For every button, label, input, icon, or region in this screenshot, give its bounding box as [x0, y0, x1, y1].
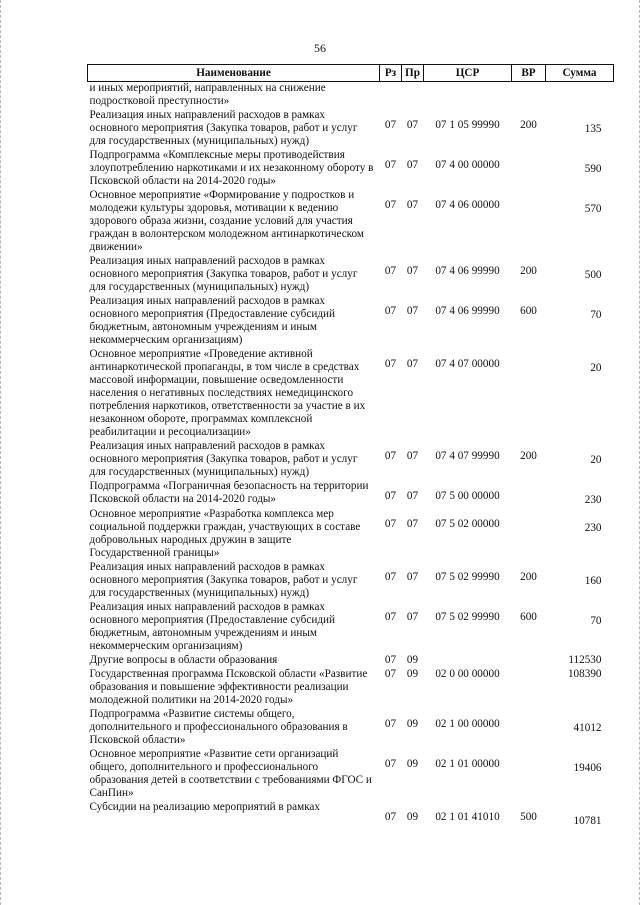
page-number: 56 — [314, 41, 326, 55]
row-vr — [512, 668, 546, 708]
table-row — [88, 708, 614, 748]
row-rz: 07 — [384, 490, 397, 502]
row-sum: 135 — [584, 123, 602, 135]
row-vr: 600 — [520, 305, 537, 317]
row-name: Основное мероприятие «Развитие сети организаций общего, дополнительного и профессионального образования детей в соответствии с требованиями ФГОС и СанПин» — [89, 748, 372, 799]
row-vr — [512, 480, 546, 508]
row-csr — [424, 82, 512, 110]
row-pr: 09 — [406, 811, 419, 823]
row-csr: 07 4 07 00000 — [435, 358, 500, 370]
table-row — [88, 189, 614, 255]
row-csr: 02 1 01 41010 — [435, 811, 500, 823]
row-sum: 230 — [584, 494, 602, 506]
row-name: Основное мероприятие «Разработка комплекса мер социальной поддержки граждан, участвующих в составе добровольных народных дружин в защите Государственной границы» — [89, 508, 361, 559]
row-vr: 500 — [520, 811, 537, 823]
row-name: Государственная программа Псковской области «Развитие образования и повышение эффективности реализации молодежной политики на 2014-2020 годы» — [89, 668, 368, 706]
row-sum — [546, 82, 614, 110]
row-sum: 160 — [584, 575, 602, 587]
row-rz: 07 — [384, 199, 397, 211]
row-name: Подпрограмма «Комплексные меры противодействия злоупотреблению наркотиками и их незаконному обороту в Псковской области на 2014-2020 годы» — [89, 149, 374, 187]
table-header-row — [88, 65, 614, 82]
row-csr: 07 4 00 00000 — [435, 159, 500, 171]
row-vr — [512, 348, 546, 440]
row-rz: 07 — [384, 450, 397, 462]
row-csr: 02 0 00 00000 — [435, 668, 500, 680]
row-pr: 07 — [406, 159, 419, 171]
table-row — [88, 668, 614, 708]
row-vr — [512, 149, 546, 189]
row-name: Основное мероприятие «Проведение активной антинаркотической пропаганды, в том числе в средствах массовой информации, повышение осведомленности населения о негативных последствиях немедицинского потребления наркотиков, ответственности за участие в их незаконном обороте, программах комплексной реабилитации и ресоциализации» — [89, 348, 366, 438]
row-csr: 07 5 02 99990 — [435, 611, 500, 623]
row-pr: 09 — [406, 668, 419, 680]
header-rz: Рз — [380, 65, 402, 82]
table-row — [88, 82, 614, 110]
row-name: Основное мероприятие «Формирование у подростков и молодежи культуры здоровья, мотивации к ведению здорового образа жизни, создание условий для участия граждан в волонтерском молодежном антинаркотическом движении» — [89, 189, 364, 253]
row-pr: 07 — [406, 490, 419, 502]
row-csr: 07 4 07 99990 — [435, 450, 500, 462]
row-vr: 200 — [520, 571, 537, 583]
row-rz — [380, 82, 402, 110]
row-vr — [512, 654, 546, 668]
table-row — [88, 654, 614, 668]
row-pr — [402, 82, 424, 110]
header-sum: Сумма — [546, 65, 614, 82]
table-row — [88, 440, 614, 480]
row-name: и иных мероприятий, направленных на снижение подростковой преступности» — [89, 82, 326, 107]
row-rz: 07 — [384, 119, 397, 131]
row-csr: 07 4 06 99990 — [435, 305, 500, 317]
row-pr: 07 — [406, 199, 419, 211]
table-row — [88, 255, 614, 295]
row-vr: 600 — [520, 611, 537, 623]
row-sum: 20 — [590, 362, 602, 374]
row-pr: 07 — [406, 358, 419, 370]
row-pr: 09 — [406, 718, 419, 730]
row-pr: 07 — [406, 305, 419, 317]
scan-right-edge — [636, 0, 640, 905]
table-row — [88, 480, 614, 508]
row-sum: 112530 — [568, 654, 602, 666]
table-row — [88, 748, 614, 801]
row-rz: 07 — [384, 159, 397, 171]
row-csr: 07 5 02 00000 — [435, 518, 500, 530]
row-csr: 07 5 02 99990 — [435, 571, 500, 583]
row-csr — [424, 654, 512, 668]
table-row — [88, 149, 614, 189]
row-vr — [512, 748, 546, 801]
table-row — [88, 561, 614, 601]
row-csr: 02 1 01 00000 — [435, 758, 500, 770]
row-sum: 590 — [584, 163, 602, 175]
row-sum: 70 — [590, 309, 602, 321]
row-pr: 07 — [406, 265, 419, 277]
row-csr: 07 1 05 99990 — [435, 119, 500, 131]
row-name: Реализация иных направлений расходов в рамках основного мероприятия (Предоставление субсидий бюджетным, автономным учреждениям и иным некоммерческим организациям) — [89, 601, 335, 652]
row-name: Реализация иных направлений расходов в рамках основного мероприятия (Закупка товаров, работ и услуг для государственных (муниципальных) нужд) — [89, 561, 358, 599]
header-name: Наименование — [88, 65, 380, 82]
header-csr: ЦСР — [424, 65, 512, 82]
row-rz: 07 — [384, 518, 397, 530]
row-rz: 07 — [384, 668, 397, 680]
row-csr: 02 1 00 00000 — [435, 718, 500, 730]
row-vr — [512, 189, 546, 255]
header-pr: Пр — [402, 65, 424, 82]
row-sum: 19406 — [573, 762, 602, 774]
row-rz: 07 — [384, 718, 397, 730]
row-sum: 570 — [584, 203, 602, 215]
row-sum: 70 — [590, 615, 602, 627]
row-pr: 07 — [406, 119, 419, 131]
row-sum: 10781 — [573, 815, 602, 827]
row-name: Другие вопросы в области образования — [89, 654, 278, 666]
budget-table — [87, 64, 614, 829]
row-name: Субсидии на реализацию мероприятий в рамках — [89, 801, 320, 813]
row-pr: 07 — [406, 571, 419, 583]
table-row — [88, 109, 614, 149]
row-name: Подпрограмма «Развитие системы общего, дополнительного и профессионального образования в Псковской области» — [89, 708, 348, 746]
row-rz: 07 — [384, 265, 397, 277]
header-vr: ВР — [512, 65, 546, 82]
row-sum: 41012 — [573, 722, 602, 734]
row-pr: 09 — [406, 758, 419, 770]
row-rz: 07 — [384, 358, 397, 370]
row-vr — [512, 508, 546, 561]
row-rz: 07 — [384, 305, 397, 317]
table-row — [88, 295, 614, 348]
row-pr: 07 — [406, 611, 419, 623]
row-sum: 230 — [584, 522, 602, 534]
row-csr: 07 5 00 00000 — [435, 490, 500, 502]
scan-left-edge — [0, 0, 4, 905]
row-sum: 108390 — [567, 668, 602, 680]
row-name: Подпрограмма «Пограничная безопасность на территории Псковской области на 2014-2020 годы» — [89, 480, 369, 505]
table-row — [88, 601, 614, 654]
row-rz: 07 — [384, 654, 397, 666]
row-name: Реализация иных направлений расходов в рамках основного мероприятия (Закупка товаров, работ и услуг для государственных (муниципальных) нужд) — [89, 109, 358, 147]
row-name: Реализация иных направлений расходов в рамках основного мероприятия (Предоставление субсидий бюджетным, автономным учреждениям и иным некоммерческим организациям) — [89, 295, 335, 346]
row-pr: 07 — [406, 518, 419, 530]
table-row — [88, 348, 614, 440]
row-pr: 09 — [406, 654, 419, 666]
table-row — [88, 508, 614, 561]
row-sum: 500 — [584, 269, 602, 281]
row-name: Реализация иных направлений расходов в рамках основного мероприятия (Закупка товаров, работ и услуг для государственных (муниципальных) нужд) — [89, 440, 358, 478]
row-sum: 20 — [590, 454, 602, 466]
row-rz: 07 — [384, 571, 397, 583]
row-pr: 07 — [406, 450, 419, 462]
row-vr — [512, 82, 546, 110]
row-name: Реализация иных направлений расходов в рамках основного мероприятия (Закупка товаров, работ и услуг для государственных (муниципальных) нужд) — [89, 255, 358, 293]
row-rz: 07 — [384, 758, 397, 770]
row-csr: 07 4 06 00000 — [435, 199, 500, 211]
row-vr: 200 — [520, 265, 537, 277]
row-rz: 07 — [384, 611, 397, 623]
row-vr — [512, 708, 546, 748]
row-vr: 200 — [520, 450, 537, 462]
row-rz: 07 — [384, 811, 397, 823]
row-vr: 200 — [520, 119, 537, 131]
table-row — [88, 801, 614, 829]
row-csr: 07 4 06 99990 — [435, 265, 500, 277]
